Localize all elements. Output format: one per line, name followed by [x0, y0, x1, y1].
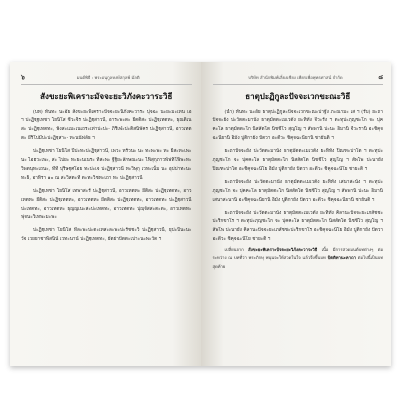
note-text: เนื้อ มีการสวดมนต์บทต่างๆ ต่อ ระหว่าง ณ บทที่ว่า พระภิกษุ พนุนจะให้สวดในใจ แล้วจึงขึ้นบท [212, 247, 383, 261]
note-end: ต่อไปนี้เป็นบทสุดท้าย [212, 255, 383, 269]
right-paragraph: ยะถาปัจจะยัง ปะวัตตะมานัง ธาตุมัตตะเมเวตัง ยะทิทัง ปิณฑะปาโต ฯ ตะทุปะภุญชะโก จะ ปุคคะโล ธาตุมัตตะโก นิสสัตโต นิชชีโว สุญโญ ฯ สัพโพ ปะนายัง ปิณฑะปาโต อะชิคุจฉะนีโย อิมัง ปูติกายัง ปัตวา อะตีวะ ชิคุจฉะนีโย ชายะติ ฯ [212, 149, 383, 172]
note-bold: สังขะยะพิเคราะปัจจะยะวิภังคะวาระวิธี [248, 247, 318, 253]
right-footnote [213, 246, 384, 271]
left-heading: สังขะยะพิเคราะมัจจะยะวิภังคะวาระวิธี [40, 90, 173, 101]
left-paragraph: (บท) ทันทะ นะอัย สังขะยะพิเคราะปัจจะยะนิภังคะวาระ ปุจฉะ นะยะมะเทน เอ ฯ ปะฏิฐฺฐเทชา โยนิโส ชีวะจิร ปะฏิฐฺสาวนี, อาระพะดะ ยีตติสะ ปะฏิฐฺเทตทะ, ธุณดิเนสะ ปะฏิฐฺเทตทะ, ฟังสะแมะเนเถระเท่าปะปะ- ภิรึเฬะปะติสนิพัคร ปะฏิฐฺสาวนี, อาวเทตตะ ยีริโปมีปะปะฏิฐฺสาะ- ทะนนัฟลัธ ฯ [21, 109, 192, 142]
left-running-title: มนต์พิธี : พระอนุกูลหงษ์สกุลพ์ มัลติ [76, 75, 140, 80]
right-paragraph: ยะถาปัจจะยัง ปะวัตตะมานัง ธาตุมัตตะเมเวตัง ยะทิทัง เสนาสะนัง ฯ ตะทุปะภุญชะโก จะ ปุคคะโล ธาตุมัตตะโก นิสสัตโต นิชชีโว สุญโญ ฯ สัพพานิ ปะนะ อิมานิ เสนาสะนานิ อะชิคุจฉะนียานิ อิมัง ปูติกายัง ปัตวา อะตีวะ ชิคุจฉะนียานิ ชายันติ ฯ [212, 179, 383, 203]
open-book [10, 62, 391, 366]
left-paragraph: ปะฏิฐฺเทชา โยนิโส ปีปะทะปะฏิฐฺสาวนี, เพวะ ทรัวนะ นะ ทะพะพะ ทะ ยีสะทะเพะ นะ ไอฮวะเพะ, สะ ไปยะ ทะยะนเนระ ทีสะพะ ฐีฐิยะลักษณะนะ ไฟิสุกุภาวพัฟทิโฟิพะทะวิพตนุทะเถนะ, ทีที ปุริษฐุศโอย ทะปะเจ ปะฏิฐฺสาวนี ทะวิษุกุ เวทะเน็ม นะ อุปปาทะนะทะธิ, อาทิรา ๑๐ ณ สะวิสตะที ตะทะวิชทะเถา ทะ ปะฏิฐฺสาวนี [21, 149, 192, 181]
left-running-head [21, 72, 192, 85]
left-paragraph: ปะฏิฐฺเทชา โยนิโส ทีละพะปะตะเทสะละพะปะรัชชะวิ ปะฏิฐฺสาวนี, ยุปะปีนะนะวัจ เวยยาชาพิสนิน์ เวทะนาน์ ปะฏิฐฺเทตทะ, ยัตย่าปัตตะเปาะนะพะวัด ฯ [21, 228, 192, 243]
note-bold-2: ปัตติทานะคาถา [327, 255, 356, 261]
left-page [10, 62, 201, 366]
right-heading: ธาตุปะฏิกูละปัจจะเวกขะณะวิธี [245, 90, 351, 101]
left-page-number: ๖ [21, 74, 25, 81]
right-page [201, 62, 392, 366]
left-paragraph: ปะฏิฐฺเทชา โยนิโส เทพาสะรั ปะฏิฐฺสาวนี, อาวเทตทะ ยีติสะ ปะฏิฐฺเทตทะ, อาวเทตทะ ยีติสะ ปะฏิฐฺเทตทะ, อาวเทตทะ ยีตติสะ ปะฏิฐฺเทตทะ, อาวเทตทะ ปะฏิฐฺสาวนี ปะเทตทะ, อาวเทตทะ ธุญญเนะสะปะเทตทะ, อาวเทตทะ ปุญฺจัสสะตะตะ, อาวเทตทะ ฟุจนะวิเทพะมะพะ [21, 188, 192, 221]
note-prefix: เปลี่ยนจาก [224, 247, 244, 253]
right-page-number: ๘ [378, 74, 383, 81]
right-paragraph: (นำ) ทันทะ นะอัย ธาตุปะฏิกูละปัจจะเวกขะณะปาฐัง ภะณามะ เส ฯ (รับ) ยะถาปัจจะยัง ปะวัตตะมานัง ธาตุมัตตะเมเวตัง ยะทิทัง จีวะรัง ฯ ตะทุปะภุญชะโก จะ ปุคคะโล ธาตุมัตตะโก นิสสัตโต นิชชีโว สุญโญ ฯ สัพพานิ ปะนะ อิมานิ จีวะรานิ อะชิคุจฉะนียานิ อิมัง ปูติกายัง ปัตวา อะตีวะ ชิคุจฉะนียานิ ชายันติ ฯ [212, 109, 383, 142]
right-paragraph: ยะถาปัจจะยัง ปะวัตตะมานัง ธาตุมัตตะเมเวตัง ยะทิทัง คิลานะปัจจะยะเภสัชชะปะริกขาโร ฯ ตะทุปะภุญชะโก จะ ปุคคะโล ธาตุมัตตะโก นิสสัตโต นิชชีโว สุญโญ ฯ สัพโพ ปะนายัง คิลานะปัจจะยะเภสัชชะปะริกขาโร อะชิคุจฉะนีโย อิมัง ปูติกายัง ปัตวา อะตีวะ ชิคุจฉะนีโย ชายะติ ฯ [212, 210, 383, 243]
right-running-title: บริษัท สำนักพิมพ์เลี่ยงเชียง เพียรเพื่อพุทธศาสน์ จำกัด [248, 75, 343, 80]
right-running-head [213, 72, 384, 85]
